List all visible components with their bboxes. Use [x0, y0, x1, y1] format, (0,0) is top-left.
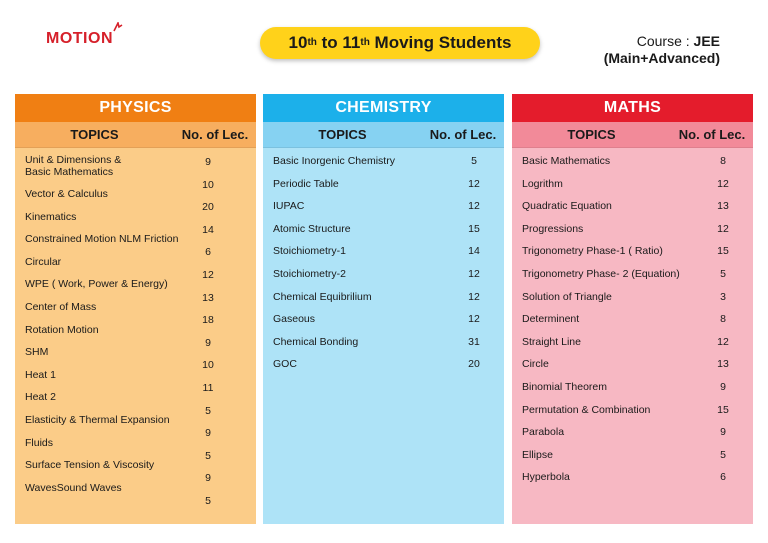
topic-name: Trigonometry Phase- 2 (Equation)	[522, 267, 680, 280]
topic-name: Solution of Triangle	[522, 290, 612, 303]
lecture-count: 14	[468, 245, 480, 258]
topics-header: TOPICS	[70, 127, 119, 142]
chemistry-panel	[263, 94, 504, 524]
topic-row	[522, 197, 753, 220]
lecture-count: 12	[468, 200, 480, 213]
lecture-count: 12	[202, 269, 214, 281]
lecture-count: 20	[468, 358, 480, 371]
topic-row	[522, 152, 753, 175]
topic-name: IUPAC	[273, 200, 305, 213]
subject-header: CHEMISTRY	[263, 94, 504, 122]
topic-name: Heat 2	[25, 391, 56, 404]
lecture-count: 8	[720, 313, 726, 326]
topic-row	[522, 220, 753, 243]
lecture-count: 18	[202, 314, 214, 327]
banner-sup1: th	[307, 36, 317, 48]
lecture-count: 13	[717, 200, 729, 213]
topic-row	[522, 242, 753, 265]
topic-row	[522, 378, 753, 401]
topic-name: Determinent	[522, 313, 580, 326]
banner-mid: to 11	[316, 33, 361, 52]
topic-row	[273, 175, 504, 198]
topic-row	[522, 333, 753, 356]
topic-row	[522, 265, 753, 288]
topic-name: Vector & Calculus	[25, 188, 108, 200]
banner-sup2: th	[360, 36, 370, 48]
topics-header: TOPICS	[318, 127, 367, 142]
topic-name: Circular	[25, 255, 62, 268]
topic-list	[15, 148, 256, 518]
lecture-count: 12	[717, 335, 729, 348]
topic-row	[273, 288, 504, 311]
topic-name: Basic Inorgenic Chemistry	[273, 155, 395, 167]
lecture-count: 15	[468, 222, 480, 235]
topic-name: Logrithm	[522, 177, 563, 190]
topic-row	[522, 355, 753, 378]
topic-name: Kinematics	[25, 210, 77, 223]
lecture-count: 15	[717, 403, 729, 416]
topic-name: SHM	[25, 346, 49, 359]
course-info	[604, 33, 720, 67]
logo-text: MOTION	[46, 30, 113, 47]
lecture-count: 10	[202, 178, 214, 191]
topic-row	[273, 152, 504, 175]
topic-row	[522, 401, 753, 424]
column-header	[263, 122, 504, 148]
lecture-count: 3	[720, 290, 726, 303]
topic-name: Progressions	[522, 222, 584, 235]
topic-list	[512, 148, 753, 491]
topic-row	[522, 446, 753, 469]
topic-name: Unit & Dimensions &	[25, 154, 122, 166]
lecture-count: 31	[468, 335, 480, 348]
lecture-count: 5	[205, 404, 211, 417]
logo-spark-icon	[113, 22, 123, 32]
lecture-count: 9	[205, 156, 211, 168]
banner-post: Moving Students	[369, 33, 512, 52]
lecture-count: 15	[717, 245, 729, 258]
topic-row	[273, 265, 504, 288]
topic-row	[273, 310, 504, 333]
topic-name: WPE ( Work, Power & Energy)	[25, 278, 168, 291]
topic-name: Chemical Bonding	[273, 335, 359, 348]
topic-name: Constrained Motion NLM Friction	[25, 233, 179, 246]
lecture-count: 20	[202, 201, 214, 214]
topic-name: Binomial Theorem	[522, 380, 608, 393]
topic-name: Basic Mathematics	[522, 155, 611, 167]
topic-name: Elasticity & Thermal Expansion	[25, 414, 170, 426]
topic-name: Gaseous	[273, 313, 316, 326]
lecture-count: 8	[720, 155, 726, 167]
physics-panel	[15, 94, 256, 524]
lecture-count: 14	[202, 223, 214, 236]
topic-name: Fluids	[25, 436, 54, 449]
column-header	[15, 122, 256, 148]
banner-title	[260, 27, 540, 59]
topic-name: Chemical Equibrilium	[273, 290, 372, 303]
course-value: JEE	[693, 33, 720, 49]
topic-row	[522, 468, 753, 491]
lecture-count: 5	[471, 155, 477, 167]
topic-name: Basic Mathematics	[25, 166, 114, 178]
lecture-count: 13	[717, 358, 729, 371]
topic-name: GOC	[273, 358, 297, 371]
topic-row	[522, 423, 753, 446]
lecture-count: 5	[720, 448, 726, 461]
course-detail: (Main+Advanced)	[603, 50, 720, 66]
lecture-count: 5	[205, 495, 211, 507]
banner-pre: 10	[288, 33, 308, 52]
lecture-count: 6	[720, 471, 726, 484]
topic-name: WavesSound Waves	[25, 481, 122, 494]
motion-logo	[46, 30, 113, 48]
lecture-count: 12	[468, 290, 480, 303]
topic-name: Surface Tension & Viscosity	[25, 459, 155, 472]
topic-row	[522, 175, 753, 198]
topic-name: Rotation Motion	[25, 323, 99, 336]
lectures-header: No. of Lec.	[181, 127, 249, 142]
topic-name: Center of Mass	[25, 301, 97, 313]
topics-header: TOPICS	[567, 127, 616, 142]
topic-name: Hyperbola	[522, 471, 570, 484]
course-label: Course :	[636, 33, 694, 49]
lecture-count: 5	[205, 449, 211, 462]
lecture-count: 9	[720, 426, 726, 439]
topic-name: Circle	[522, 358, 549, 371]
topic-name: Parabola	[522, 426, 565, 439]
lecture-count: 9	[205, 427, 211, 440]
topic-name: Heat 1	[25, 368, 56, 381]
lectures-header: No. of Lec.	[429, 127, 497, 142]
lecture-count: 12	[717, 177, 729, 190]
lecture-count: 5	[720, 267, 726, 280]
topic-row	[522, 310, 753, 333]
lecture-count: 11	[202, 382, 214, 394]
topic-row	[273, 220, 504, 243]
topic-row	[273, 197, 504, 220]
column-header	[512, 122, 753, 148]
topic-name: Ellipse	[522, 448, 553, 461]
topic-row	[273, 355, 504, 378]
topic-name: Quadratic Equation	[522, 200, 612, 213]
lecture-count: 10	[202, 359, 214, 372]
topic-name: Stoichiometry-1	[273, 245, 346, 258]
lecture-count: 12	[468, 267, 480, 280]
topic-name: Permutation & Combination	[522, 403, 651, 416]
topic-row	[273, 242, 504, 265]
lecture-count: 13	[202, 291, 214, 304]
lecture-count: 12	[468, 177, 480, 190]
topic-row	[273, 333, 504, 356]
topic-row	[522, 288, 753, 311]
subject-header: PHYSICS	[15, 94, 256, 122]
lecture-count: 9	[720, 380, 726, 393]
lecture-count: 9	[205, 472, 211, 485]
topic-name: Periodic Table	[273, 177, 339, 190]
lectures-header: No. of Lec.	[678, 127, 746, 142]
topic-name: Trigonometry Phase-1 ( Ratio)	[522, 245, 663, 258]
lecture-count: 12	[717, 222, 729, 235]
lecture-count: 12	[468, 313, 480, 326]
lecture-count: 6	[205, 246, 211, 259]
maths-panel	[512, 94, 753, 524]
topic-name: Atomic Structure	[273, 222, 351, 235]
lecture-count: 9	[205, 336, 211, 349]
topic-list	[263, 148, 504, 378]
subject-header: MATHS	[512, 94, 753, 122]
topic-name: Straight Line	[522, 335, 581, 348]
topic-name: Stoichiometry-2	[273, 267, 346, 280]
